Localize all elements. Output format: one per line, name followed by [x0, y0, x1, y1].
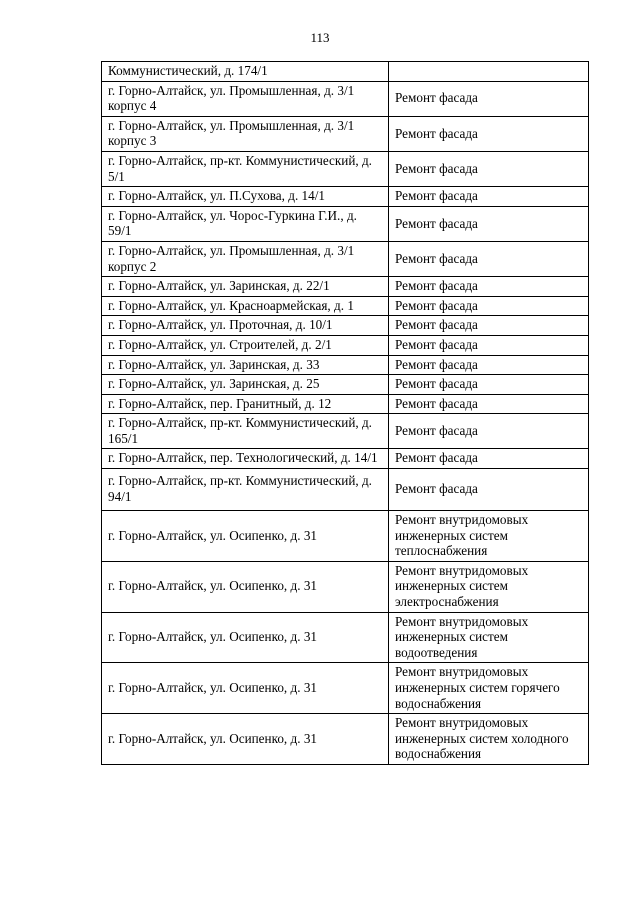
table-row	[102, 449, 589, 469]
work-type-cell: Ремонт фасада	[389, 206, 589, 241]
address-cell: г. Горно-Алтайск, ул. Осипенко, д. 31	[102, 511, 389, 562]
table-row	[102, 375, 589, 395]
address-cell: г. Горно-Алтайск, ул. Заринская, д. 25	[102, 375, 389, 395]
table-row	[102, 62, 589, 82]
address-cell: г. Горно-Алтайск, ул. Строителей, д. 2/1	[102, 335, 389, 355]
table-row	[102, 663, 589, 714]
table-row	[102, 355, 589, 375]
table-row	[102, 469, 589, 511]
table-row	[102, 116, 589, 151]
address-cell: г. Горно-Алтайск, ул. Заринская, д. 22/1	[102, 277, 389, 297]
address-cell: г. Горно-Алтайск, пр-кт. Коммунистический, д. 5/1	[102, 151, 389, 186]
table-row	[102, 414, 589, 449]
work-type-cell: Ремонт фасада	[389, 335, 589, 355]
work-type-cell: Ремонт фасада	[389, 394, 589, 414]
address-cell: г. Горно-Алтайск, ул. Осипенко, д. 31	[102, 663, 389, 714]
table-row	[102, 714, 589, 765]
table-row	[102, 206, 589, 241]
work-type-cell: Ремонт фасада	[389, 241, 589, 276]
works-table	[101, 61, 589, 765]
table-row	[102, 511, 589, 562]
address-cell: г. Горно-Алтайск, пр-кт. Коммунистический, д. 165/1	[102, 414, 389, 449]
address-cell: г. Горно-Алтайск, ул. Проточная, д. 10/1	[102, 316, 389, 336]
work-type-cell: Ремонт фасада	[389, 355, 589, 375]
address-cell: г. Горно-Алтайск, ул. Осипенко, д. 31	[102, 561, 389, 612]
work-type-cell: Ремонт фасада	[389, 469, 589, 511]
work-type-cell: Ремонт внутридомовых инженерных систем теплоснабжения	[389, 511, 589, 562]
table-row	[102, 394, 589, 414]
address-cell: г. Горно-Алтайск, пер. Гранитный, д. 12	[102, 394, 389, 414]
work-type-cell: Ремонт внутридомовых инженерных систем электроснабжения	[389, 561, 589, 612]
work-type-cell: Ремонт фасада	[389, 187, 589, 207]
address-cell: г. Горно-Алтайск, ул. Осипенко, д. 31	[102, 612, 389, 663]
address-cell: г. Горно-Алтайск, ул. Чорос-Гуркина Г.И., д. 59/1	[102, 206, 389, 241]
table-row	[102, 151, 589, 186]
table-row	[102, 187, 589, 207]
work-type-cell: Ремонт фасада	[389, 81, 589, 116]
address-cell: г. Горно-Алтайск, ул. Промышленная, д. 3/1 корпус 2	[102, 241, 389, 276]
address-cell: г. Горно-Алтайск, ул. Красноармейская, д. 1	[102, 296, 389, 316]
work-type-cell: Ремонт внутридомовых инженерных систем горячего водоснабжения	[389, 663, 589, 714]
address-cell: г. Горно-Алтайск, ул. Осипенко, д. 31	[102, 714, 389, 765]
work-type-cell: Ремонт внутридомовых инженерных систем холодного водоснабжения	[389, 714, 589, 765]
work-type-cell: Ремонт фасада	[389, 414, 589, 449]
address-cell: Коммунистический, д. 174/1	[102, 62, 389, 82]
work-type-cell: Ремонт фасада	[389, 277, 589, 297]
work-type-cell: Ремонт фасада	[389, 316, 589, 336]
address-cell: г. Горно-Алтайск, ул. Промышленная, д. 3/1 корпус 3	[102, 116, 389, 151]
table-row	[102, 277, 589, 297]
table-row	[102, 561, 589, 612]
address-cell: г. Горно-Алтайск, пр-кт. Коммунистический, д. 94/1	[102, 469, 389, 511]
work-type-cell: Ремонт фасада	[389, 375, 589, 395]
address-cell: г. Горно-Алтайск, ул. Промышленная, д. 3/1 корпус 4	[102, 81, 389, 116]
work-type-cell: Ремонт фасада	[389, 116, 589, 151]
table-row	[102, 81, 589, 116]
work-type-cell: Ремонт фасада	[389, 296, 589, 316]
address-cell: г. Горно-Алтайск, пер. Технологический, д. 14/1	[102, 449, 389, 469]
table-row	[102, 241, 589, 276]
work-type-cell: Ремонт внутридомовых инженерных систем водоотведения	[389, 612, 589, 663]
address-cell: г. Горно-Алтайск, ул. Заринская, д. 33	[102, 355, 389, 375]
table-row	[102, 296, 589, 316]
address-cell: г. Горно-Алтайск, ул. П.Сухова, д. 14/1	[102, 187, 389, 207]
work-type-cell: Ремонт фасада	[389, 449, 589, 469]
page-number: 113	[310, 30, 330, 45]
table-row	[102, 316, 589, 336]
work-type-cell: Ремонт фасада	[389, 151, 589, 186]
table-row	[102, 612, 589, 663]
table-row	[102, 335, 589, 355]
work-type-cell	[389, 62, 589, 82]
